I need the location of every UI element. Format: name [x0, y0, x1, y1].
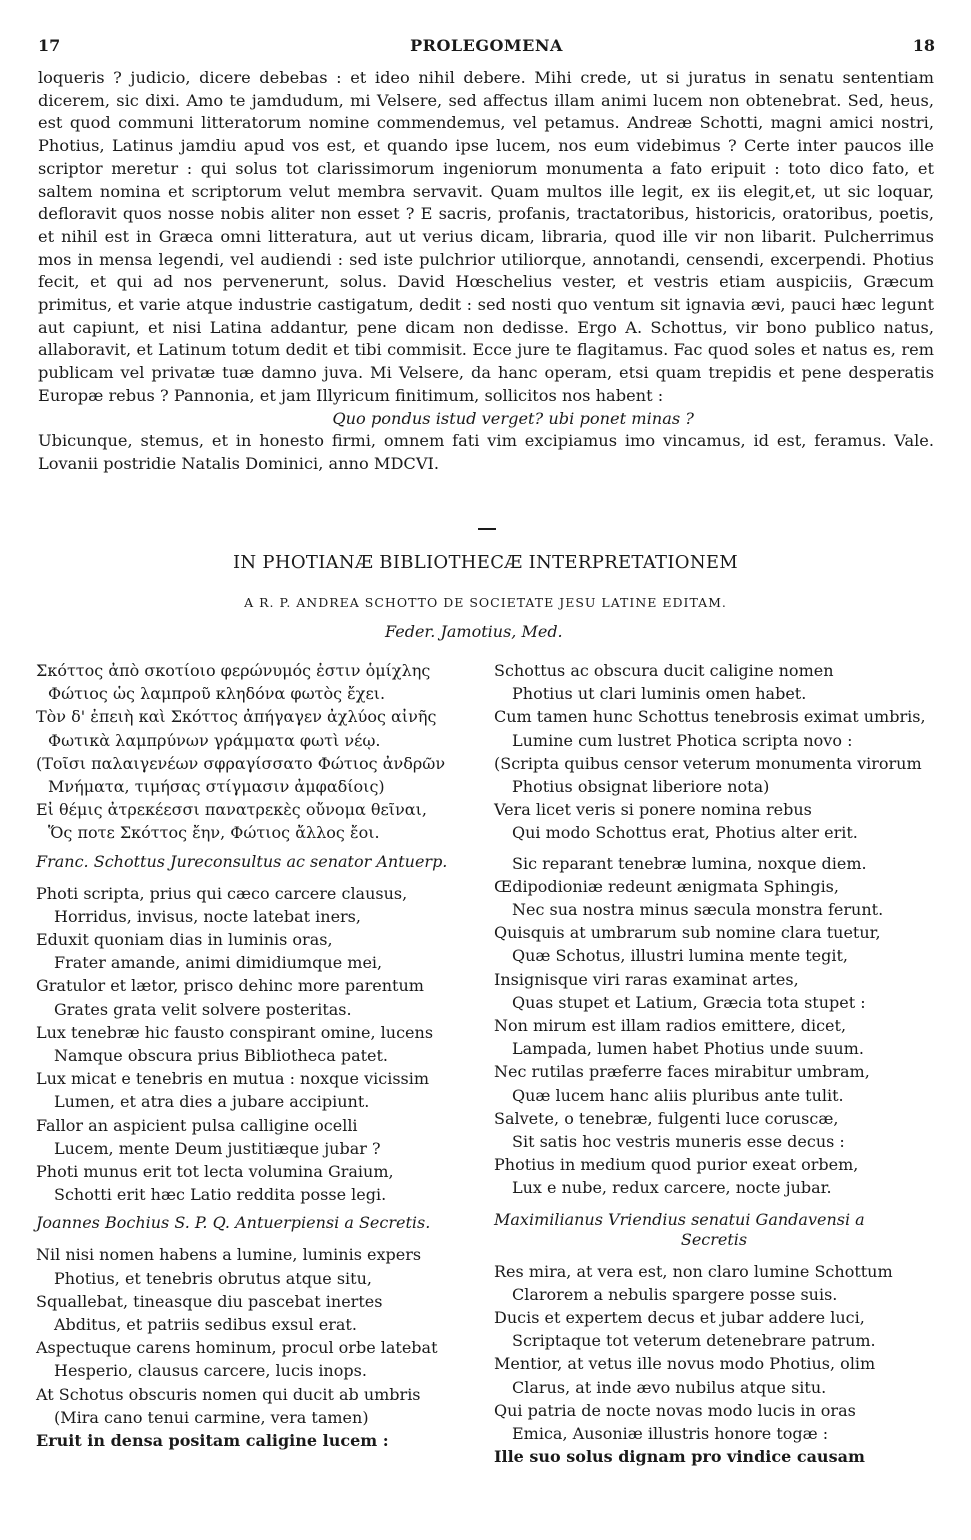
verse-line: Quæ Schotus, illustri lumina mente tegit, — [512, 946, 849, 966]
verse-line: Frater amande, animi dimidiumque mei, — [54, 953, 383, 973]
poem-vriendius — [494, 1260, 934, 1469]
letter-quote: Quo pondus istud verget? ubi ponet minas ? — [332, 408, 694, 428]
greek-line: (Τοῖσι παλαιγενέων σφραγίσσατο Φώτιος ἀνδρῶν — [36, 753, 446, 773]
verse-line: Nil nisi nomen habens a lumine, luminis expers — [36, 1245, 422, 1265]
verse-line: Photi munus erit tot lecta volumina Graium, — [36, 1162, 394, 1182]
verse-line: Namque obscura prius Bibliotheca patet. — [54, 1046, 389, 1066]
verse-line: Lumen, et atra dies a jubare accipiunt. — [54, 1092, 370, 1112]
section-author: Feder. Jamotius, Med. — [385, 622, 563, 641]
verse-line: Nec sua nostra minus sæcula monstra ferunt. — [512, 900, 884, 920]
verse-line: At Schotus obscuris nomen qui ducit ab umbris — [36, 1384, 421, 1404]
verse-line: Photius, et tenebris obrutus atque situ, — [54, 1268, 372, 1288]
verse-line: Quæ lucem hanc aliis pluribus ante tulit. — [512, 1085, 844, 1105]
section-divider — [478, 528, 496, 530]
verse-line: Clarus, at inde ævo nubilus atque situ. — [512, 1377, 827, 1397]
verse-line: Vera licet veris si ponere nomina rebus — [494, 800, 812, 820]
verse-line: Grates grata velit solvere posteritas. — [54, 999, 352, 1019]
verse-line: Eduxit quoniam dias in luminis oras, — [36, 930, 333, 950]
section-title: IN PHOTIANÆ BIBLIOTHECÆ INTERPRETATIONEM — [232, 552, 739, 573]
poem-heading-bochius: Joannes Bochius S. P. Q. Antuerpiensi a Secretis. — [36, 1213, 431, 1233]
verse-line: Horridus, invisus, nocte latebat iners, — [54, 906, 361, 926]
poem-schottus — [36, 882, 476, 1207]
verse-line: Qui patria de nocte novas modo lucis in oras — [494, 1400, 856, 1420]
verse-line: Insignisque viri raras examinat artes, — [494, 969, 799, 989]
verse-line: (Scripta quibus censor veterum monumenta virorum — [494, 753, 922, 773]
verse-line: Scriptaque tot veterum detenebrare patrum. — [512, 1331, 876, 1351]
verse-line: Schottus ac obscura ducit caligine nomen — [494, 661, 834, 680]
verse-line: Quisquis at umbrarum sub nomine clara tuetur, — [494, 923, 881, 943]
verse-line: Photius in medium quod purior exeat orbem, — [494, 1155, 859, 1175]
letter-prose — [38, 67, 934, 476]
verse-line: Lux micat e tenebris en mutua : noxque vicissim — [36, 1069, 430, 1089]
section-subtitle: A R. P. ANDREA SCHOTTO DE SOCIETATE JESU LATINE EDITAM. — [244, 595, 727, 610]
greek-epigram — [36, 659, 476, 845]
page-number-left: 17 — [38, 36, 61, 55]
verse-line: Photius ut clari luminis omen habet. — [512, 684, 807, 704]
verse-line: Qui modo Schottus erat, Photius alter erit. — [512, 823, 858, 843]
verse-line: Clarorem a nebulis spargere posse suis. — [512, 1284, 838, 1304]
verse-line: Salvete, o tenebræ, fulgenti luce coruscæ, — [494, 1108, 839, 1128]
verse-line: Squallebat, tineasque diu pascebat inertes — [36, 1291, 383, 1311]
verse-line: Photi scripta, prius qui cæco carcere clausus, — [36, 883, 408, 903]
verse-line: Lumine cum lustret Photica scripta novo : — [512, 730, 853, 750]
verse-line: Nec rutilas præferre faces mirabitur umbram, — [494, 1062, 870, 1082]
verse-line: Œdipodioniæ redeunt ænigmata Sphingis, — [494, 876, 839, 896]
running-title: PROLEGOMENA — [410, 36, 563, 55]
verse-line: Res mira, at vera est, non claro lumine Schottum — [494, 1261, 893, 1281]
poem-heading-vriendius — [494, 1210, 934, 1250]
verse-line: Ducis et expertem decus et jubar addere luci, — [494, 1308, 865, 1328]
verse-line: Quas stupet et Latium, Græcia tota stupet : — [512, 992, 866, 1012]
greek-line: Φώτιος ὡς λαμπροῦ κληδόνα φωτὸς ἔχει. — [48, 684, 386, 704]
verse-line: Lux tenebræ hic fausto conspirant omine, lucens — [36, 1022, 434, 1042]
verse-line: Abditus, et patriis sedibus exsul erat. — [54, 1315, 357, 1335]
greek-line: Φωτικὰ λαμπρύνων γράμματα φωτὶ νέῳ. — [48, 730, 381, 750]
verse-line: Sic reparant tenebræ lumina, noxque diem. — [512, 853, 867, 873]
greek-line: Μνήματα, τιμήσας στίγμασιν ἀμφαδίοις) — [48, 777, 385, 797]
verse-line: Lucem, mente Deum justitiæque jubar ? — [54, 1138, 381, 1158]
verse-line: Hesperio, clausus carcere, lucis inops. — [54, 1361, 367, 1381]
left-column — [36, 659, 476, 1452]
poem-heading-schottus: Franc. Schottus Jureconsultus ac senator Antuerp. — [36, 851, 448, 871]
greek-line: Τὸν δ' ἐπειὴ καὶ Σκόττος ἀπήγαγεν ἀχλύος αἰνῆς — [36, 707, 437, 727]
poem-continued — [494, 852, 934, 1200]
verse-line: Emica, Ausoniæ illustris honore togæ : — [512, 1424, 829, 1444]
greek-line: Ὅς ποτε Σκόττος ἔην, Φώτιος ἄλλος ἔοι. — [48, 823, 380, 843]
verse-line: Schotti erit hæc Latio reddita posse legi. — [54, 1185, 387, 1205]
verse-line: Eruit in densa positam caligine lucem : — [36, 1431, 389, 1451]
poem-heading-line: Secretis — [680, 1229, 748, 1249]
verse-line: Non mirum est illam radios emittere, dicet, — [494, 1016, 847, 1036]
verse-line: Ille suo solus dignam pro vindice causam — [494, 1447, 865, 1467]
greek-line: Σκόττος ἀπὸ σκοτίοιο φερώνυμός ἐστιν ὁμίχλης — [36, 661, 431, 680]
verse-line: Aspectuque carens hominum, procul orbe latebat — [36, 1338, 438, 1358]
poem-heading-line: Maximilianus Vriendius senatui Gandavensi a — [494, 1209, 865, 1229]
poem-jamotius — [494, 659, 934, 845]
verse-line: (Mira cano tenui carmine, vera tamen) — [54, 1407, 369, 1427]
letter-paragraph: loqueris ? judicio, dicere debebas : et ideo nihil debere. Mihi crede, ut si juratus in senatu sententiam dicerem, sic dixi. Amo te jamdudum, mi Velsere, sed affectus illam animi lucem non obtenebrat. Sed, heus, est quod communi litteratorum nomine commendemus, vel petamus. Andreæ Schotti, magni amici nostri, Photius, Latinus jamdiu apud vos est, et quando ipse lucem, nos eum videbimus ? Certe inter paucos ille scriptor meretur : qui solus tot clarissimorum ingeniorum monumenta a fato eripuit : toto dico fato, et saltem nomina et scriptorum velut membra servavit. Quam multos ille legit, ex iis elegit,et, ut sic loquar, defloravit quos nosse nobis aliter non esset ? E sacris, profanis, tractatoribus, historicis, oratoribus, poetis, et nihil est in Græca omni litteratura, aut ut verius dicam, libraria, quod ille vir non libarit. Pulcherrimus mos in mensa legendi, vel audiendi : sed iste pulchrior utiliorque, annotandi, censendi, excerpendi. Photius fecit, et qui ad nos pervenerunt, solus. David Hœschelius vester, et vestris etiam auspiciis, Græcum primitus, et varie atque industrie castigatum, dedit : sed nosti quo ventum sit ignavia ævi, pauci hæc legunt aut capiunt, et nisi Latina addantur, pene dicam non dedisse. Ergo A. Schottus, vir bono publico natus, allaboravit, et Latinum totum dedit et tibi commisit. Ecce jure te flagitamus. Fac quod soles et natus es, rem publicam vel privatæ tuæ damno juva. Mi Velsere, da hanc operam, etsi quam trepidis et pene desperatis Europæ rebus ? Pannonia, et jam Illyricum finitimum, sollicitos nos habent : — [38, 68, 934, 405]
verse-line: Fallor an aspicient pulsa calligine ocelli — [36, 1115, 358, 1135]
greek-line: Εἰ θέμις ἀτρεκέεσσι πανατρεκὲς οὔνομα θεῖναι, — [36, 800, 427, 820]
verse-line: Mentior, at vetus ille novus modo Photius, olim — [494, 1354, 876, 1374]
verse-line: Sit satis hoc vestris muneris esse decus : — [512, 1132, 845, 1152]
verse-line: Lampada, lumen habet Photius unde suum. — [512, 1039, 864, 1059]
verse-line: Photius obsignat liberiore nota) — [512, 777, 770, 797]
right-column — [494, 659, 934, 1469]
poem-bochius — [36, 1243, 476, 1452]
verse-line: Lux e nube, redux carcere, nocte jubar. — [512, 1178, 832, 1198]
letter-closing: Ubicunque, stemus, et in honesto firmi, omnem fati vim excipiamus imo vincamus, id est, feramus. Vale. Lovanii postridie Natalis Dominici, anno MDCVI. — [38, 431, 934, 473]
verse-line: Gratulor et lætor, prisco dehinc more parentum — [36, 976, 424, 996]
verse-line: Cum tamen hunc Schottus tenebrosis eximat umbris, — [494, 707, 926, 727]
page-number-right: 18 — [912, 36, 935, 55]
running-header — [38, 36, 935, 56]
